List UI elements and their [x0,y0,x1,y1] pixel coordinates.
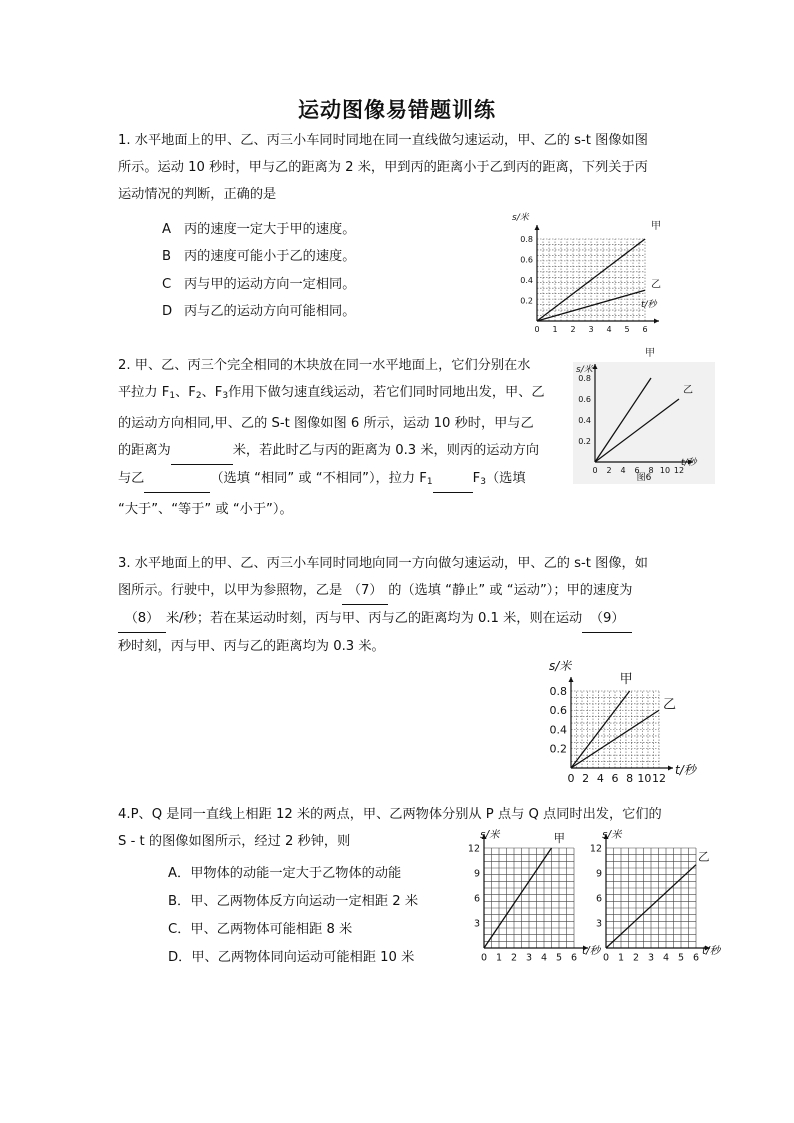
answer-blank[interactable]: （8） [118,605,166,633]
q4-option-d: D．甲、乙两物体同向运动可能相距 10 米 [168,950,415,965]
y-axis-label: s/米 [512,213,529,223]
x-tick-label: 10 [637,772,652,785]
x-tick-label: 3 [525,952,533,964]
answer-blank[interactable] [433,465,473,493]
y-tick-label: 0.2 [549,742,567,756]
q3-line: （8） 米/秒；若在某运动时刻，丙与甲、丙与乙的距离均为 0.1 米，则在运动 （9） [118,605,648,633]
y-tick-label: 9 [473,868,480,880]
series-label: 乙 [663,697,677,713]
x-tick-label: 4 [620,466,626,475]
y-tick-label: 0.6 [549,704,567,718]
y-axis-label: s/米 [549,659,572,673]
y-tick-label: 3 [473,918,480,930]
q3-line: 图所示。行驶中，以甲为参照物，乙是 （7） 的（选填 “静止” 或 “运动”）；甲的速度为 [118,577,648,605]
q1-line: 运动情况的判断，正确的是 [118,187,277,202]
x-tick-label: 1 [617,952,625,964]
answer-blank[interactable] [171,437,233,465]
x-tick-label: 6 [634,466,640,475]
page-title: 运动图像易错题训练 [298,97,496,122]
y-tick-label: 0.8 [578,373,591,383]
answer-blank[interactable]: （9） [582,605,632,633]
x-tick-label: 3 [647,952,655,964]
x-tick-label: 8 [648,466,654,475]
q4-option-a: A．甲物体的动能一定大于乙物体的动能 [168,866,402,881]
x-tick-label: 3 [588,325,594,334]
q2-line: 与乙 （选填 “相同” 或 “不相同”），拉力 $F_1$ $F_3$（选填 [118,465,545,496]
q3-line: 3. 水平地面上的甲、乙、丙三小车同时同地向同一方向做匀速运动，甲、乙的 s-t 图像，如 [118,556,648,571]
x-tick-label: 2 [632,952,640,964]
y-tick-label: 6 [595,893,602,905]
q2-line: 的运动方向相同,甲、乙的 S-t 图像如图 6 所示，运动 10 秒时，甲与乙 [118,416,534,431]
x-axis-arrow [668,766,673,771]
q1-option-c: C 丙与甲的运动方向一定相同。 [162,277,356,292]
x-axis-label: t/秒 [702,945,721,957]
x-axis-label: t/秒 [675,763,696,777]
series-label: 甲 [619,672,633,687]
x-tick-label: 0 [534,325,540,334]
x-tick-label: 1 [495,952,503,964]
x-tick-label: 5 [555,952,563,964]
y-axis-arrow [569,677,574,682]
y-tick-label: 3 [595,918,602,930]
x-tick-label: 1 [552,325,558,334]
y-tick-label: 0.2 [578,436,591,446]
q2-line: “大于”、“等于” 或 “小于”）。 [118,502,293,517]
q4-option-b: B．甲、乙两物体反方向运动一定相距 2 米 [168,894,419,909]
y-axis-arrow [535,225,540,230]
x-axis-label: t/秒 [681,458,697,468]
x-tick-label: 6 [570,952,578,964]
y-tick-label: 0.2 [520,296,533,306]
x-tick-label: 2 [510,952,518,964]
q3-line: 秒时刻，丙与甲、丙与乙的距离均为 0.3 米。 [118,639,385,654]
x-tick-label: 4 [540,952,548,964]
q1-text [118,127,648,208]
y-tick-label: 0.4 [549,723,567,737]
y-tick-label: 0.4 [520,275,533,285]
series-label: 乙 [698,849,710,864]
x-tick-label: 0 [480,952,488,964]
q1-option-d: D 丙与乙的运动方向可能相同。 [162,304,356,319]
series-line-a [571,691,630,768]
grid [484,848,574,948]
y-axis-label: s/米 [576,365,593,375]
x-tick-label: 10 [659,466,671,475]
x-axis-label: t/秒 [641,300,657,310]
x-tick-label: 2 [582,772,590,785]
series-label: 乙 [651,279,661,291]
q3-text [118,550,648,660]
x-tick-label: 4 [596,772,604,785]
q4-option-c: C．甲、乙两物体可能相距 8 米 [168,922,353,937]
x-tick-label: 0 [567,772,575,785]
y-tick-label: 0.4 [578,415,591,425]
q4-graph-jia [466,828,601,970]
q4-graph-yi [588,828,724,970]
x-tick-label: 6 [692,952,700,964]
y-axis-label: s/米 [602,829,622,841]
x-tick-label: 6 [642,325,648,334]
answer-blank[interactable] [144,465,210,493]
x-tick-label: 2 [606,466,612,475]
q1-option-a: A 丙的速度一定大于甲的速度。 [162,222,356,237]
q2-text [118,352,545,523]
series-label: 甲 [651,221,661,232]
y-tick-label: 0.8 [549,684,567,698]
y-tick-label: 0.6 [578,394,591,404]
x-tick-label: 5 [624,325,630,334]
y-axis-label: s/米 [480,829,500,841]
series-line-b [537,290,645,321]
series-label: 甲 [553,831,565,845]
x-axis-arrow [654,319,659,324]
q2-graph-6 [573,348,715,484]
x-tick-label: 12 [673,466,685,475]
q1-graph [510,214,690,334]
y-tick-label: 12 [467,843,480,855]
x-tick-label: 8 [626,772,634,785]
x-tick-label: 2 [570,325,576,334]
q1-line: 所示。运动 10 秒时，甲与乙的距离为 2 米，甲到丙的距离小于乙到丙的距离，下列关于丙 [118,160,648,175]
x-tick-label: 12 [652,772,666,785]
grid [606,848,696,948]
q2-line: 2. 甲、乙、丙三个完全相同的木块放在同一水平地面上，它们分别在水 [118,358,531,373]
x-tick-label: 4 [662,952,670,964]
x-tick-label: 0 [602,952,610,964]
x-tick-label: 5 [677,952,685,964]
x-tick-label: 4 [606,325,612,334]
q4-line: S - t 的图像如图所示，经过 2 秒钟，则 [118,834,351,849]
q4-line: 4.P、Q 是同一直线上相距 12 米的两点，甲、乙两物体分别从 P 点与 Q 点同时出发，它们的 [118,807,662,822]
q3-graph [547,660,717,785]
grid [571,691,659,768]
figure-caption: 图6 [636,473,652,483]
y-tick-label: 0.8 [520,234,533,244]
x-tick-label: 0 [592,466,598,475]
y-tick-label: 6 [473,893,480,905]
answer-blank[interactable]: （7） [342,577,388,605]
q2-line: 平拉力 $F_1$、$F_2$、$F_3$作用下做匀速直线运动，若它们同时同地出发，甲、乙 [118,385,545,401]
q2-line: 的距离为 米，若此时乙与丙的距离为 0.3 米，则丙的运动方向 [118,437,545,465]
series-label: 甲 [645,348,655,359]
q1-line: 1. 水平地面上的甲、乙、丙三小车同时同地在同一直线做匀速运动，甲、乙的 s-t 图像如图 [118,133,648,148]
x-axis-label: t/秒 [582,945,601,957]
q1-option-b: B 丙的速度可能小于乙的速度。 [162,249,356,264]
series-line-a [484,848,552,948]
y-tick-label: 9 [595,868,602,880]
series-label: 乙 [683,385,693,396]
y-tick-label: 0.6 [520,255,533,265]
y-tick-label: 12 [589,843,602,855]
x-tick-label: 6 [611,772,619,785]
